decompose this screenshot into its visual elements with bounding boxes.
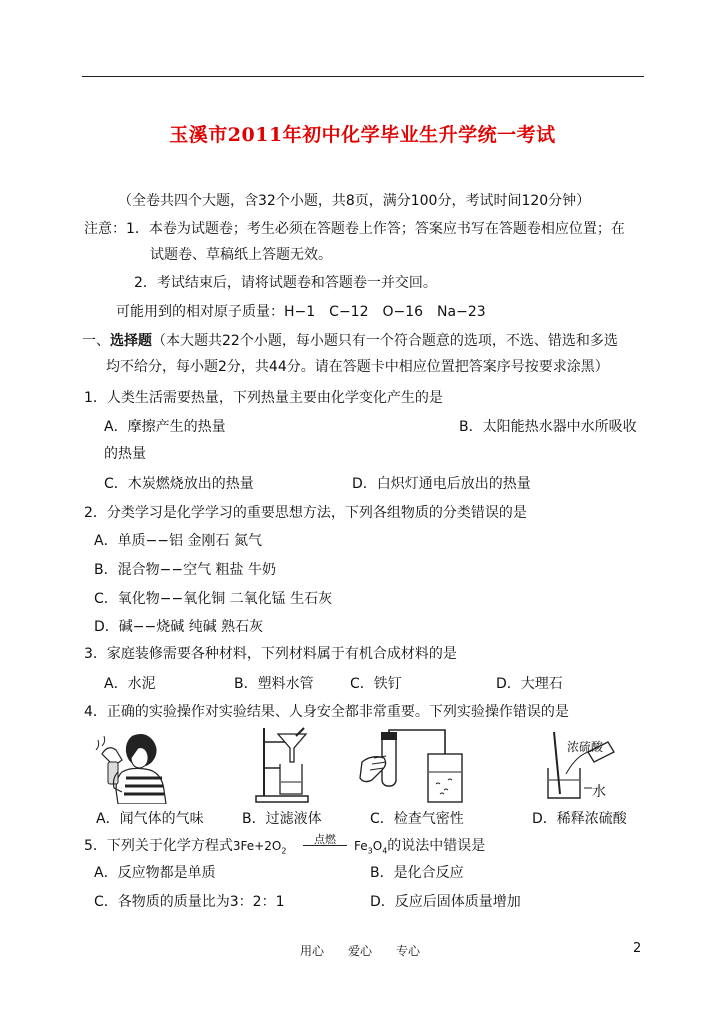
atomic-mass-line: 可能用到的相对原子质量：H−1 C−12 O−16 Na−23	[116, 304, 486, 320]
q5-stem-start: 5．下列关于化学方程式	[84, 838, 233, 854]
q5-stem	[84, 837, 286, 860]
footer-motto: 用心 爱心 专心	[300, 944, 421, 958]
q5-product-o: O	[372, 839, 383, 853]
q5-product-sub1: 3	[367, 846, 373, 856]
q5-product-wrap	[354, 837, 485, 860]
section1-desc-cont: 均不给分，每小题2分，共44分。请在答题卡中相应位置把答案序号按要求涂黑）	[106, 359, 609, 375]
q5-reactants	[232, 839, 287, 856]
q5-condition: 点燃	[314, 833, 336, 846]
note-1-cont: 试题卷、草稿纸上答题无效。	[150, 247, 332, 263]
section1-heading: 选择题	[110, 333, 152, 349]
page-number: 2	[633, 941, 642, 956]
q4-option-c: C．检查气密性	[370, 811, 464, 827]
q5-option-a: A．反应物都是单质	[94, 865, 216, 881]
q4-option-d: D．稀释浓硫酸	[532, 811, 627, 827]
q2-option-b: B．混合物−−空气 粗盐 牛奶	[94, 562, 276, 578]
header-rule	[82, 76, 644, 77]
q5-reactants-text: 3Fe+2O	[232, 839, 282, 853]
q5-equation-line	[303, 845, 347, 846]
q5-option-c: C．各物质的质量比为3：2：1	[94, 894, 285, 910]
label-concentrated-acid: 浓硫酸	[567, 740, 604, 754]
q3-option-d: D．大理石	[496, 676, 563, 692]
section1-number: 一、	[82, 333, 110, 349]
q4-stem: 4．正确的实验操作对实验结果、人身安全都非常重要。下列实验操作错误的是	[84, 704, 569, 720]
q5-product-sub2: 4	[382, 846, 388, 856]
q1-option-c: C．木炭燃烧放出的热量	[104, 476, 254, 492]
q3-stem: 3．家庭装修需要各种材料，下列材料属于有机合成材料的是	[84, 646, 457, 662]
note-2: 2．考试结束后，请将试题卷和答题卷一并交回。	[134, 275, 437, 291]
q2-option-a: A．单质−−铝 金刚石 氮气	[94, 533, 262, 549]
q1-stem: 1．人类生活需要热量，下列热量主要由化学变化产生的是	[84, 390, 443, 406]
air-tightness-illustration	[356, 728, 466, 804]
q4-option-b: B．过滤液体	[242, 811, 322, 827]
q2-option-d: D．碱−−烧碱 纯碱 熟石灰	[94, 619, 264, 635]
q3-option-c: C．铁钉	[350, 676, 402, 692]
section1-header	[82, 332, 618, 350]
q5-product	[354, 839, 388, 856]
section1-desc: （本大题共22个小题，每小题只有一个符合题意的选项，不选、错选和多选	[152, 333, 618, 349]
filtration-illustration	[252, 724, 312, 804]
q5-option-d: D．反应后固体质量增加	[370, 894, 521, 910]
q1-option-d: D．白炽灯通电后放出的热量	[352, 476, 531, 492]
label-water: 水	[592, 784, 606, 800]
q3-option-a: A．水泥	[104, 676, 156, 692]
q5-reactants-sub: 2	[281, 846, 287, 856]
q5-product-fe: Fe	[354, 839, 368, 853]
q1-option-a: A．摩擦产生的热量	[104, 419, 226, 435]
q2-option-c: C．氧化物−−氧化铜 二氧化锰 生石灰	[94, 591, 333, 607]
q5-stem-end: 的说法中错误是	[387, 838, 486, 854]
q1-option-b: B．太阳能热水器中水所吸收	[459, 419, 637, 435]
q1-option-b-cont: 的热量	[104, 446, 146, 462]
q5-option-b: B．是化合反应	[370, 865, 464, 881]
exam-title: 玉溪市2011年初中化学毕业生升学统一考试	[169, 124, 556, 146]
q3-option-b: B．塑料水管	[234, 676, 314, 692]
q2-stem: 2．分类学习是化学学习的重要思想方法，下列各组物质的分类错误的是	[84, 505, 527, 521]
exam-intro: （全卷共四个大题，含32个小题，共8页，满分100分，考试时间120分钟）	[118, 193, 591, 209]
note-1: 注意：1．本卷为试题卷；考生必须在答题卷上作答；答案应书写在答题卷相应位置；在	[84, 221, 625, 237]
smelling-gas-illustration	[92, 728, 182, 804]
q4-option-a: A．闻气体的气味	[96, 811, 204, 827]
